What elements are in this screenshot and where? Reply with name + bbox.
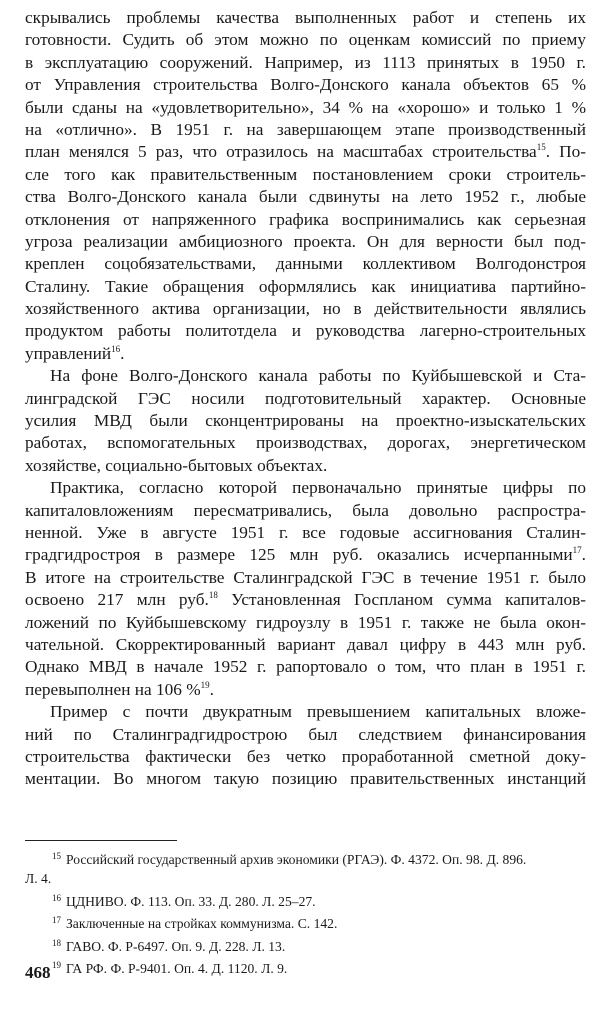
line-text: на «отлично». В 1951 г. на завершающем этапе производственный	[25, 119, 586, 139]
line-text: градгидростроя в размере 125 млн руб. оказались исчерпанными	[25, 545, 573, 565]
text-line	[25, 7, 586, 29]
line-text: от Управления строительства Волго-Донского канала объектов 65 %	[25, 75, 586, 95]
line-text: Сталину. Такие обращения оформлялись как инициатива партийно-	[25, 276, 586, 296]
text-line	[25, 365, 586, 387]
text-line	[25, 298, 586, 320]
text-line	[25, 701, 586, 723]
text-line	[25, 388, 586, 410]
line-text: скрывались проблемы качества выполненных работ и степень их	[25, 8, 586, 27]
text-line	[25, 186, 586, 208]
body-text	[25, 7, 586, 791]
text-line	[25, 455, 586, 477]
text-line	[25, 500, 586, 522]
line-text: Пример с почти двукратным превышением капитальных вложе-	[50, 702, 586, 722]
line-text: ства Волго-Донского канала были сдвинуты на лето 1952 г., любые	[25, 187, 586, 207]
text-line	[25, 141, 586, 163]
footnote	[25, 956, 586, 978]
line-text: ложений по Куйбышевскому гидроузлу в 1951 г. также не была окон-	[25, 612, 586, 632]
line-text: Однако МВД в начале 1952 г. рапортовало о том, что план в 1951 г.	[25, 657, 586, 677]
line-text: план менялся 5 раз, что отразилось на масштабах строительства	[25, 142, 537, 162]
text-line	[25, 768, 586, 790]
paragraph	[25, 477, 586, 701]
footnote-ref: 16	[111, 343, 121, 354]
text-line	[25, 164, 586, 186]
footnote-ref: 17	[572, 545, 582, 556]
footnote-number: 15	[52, 851, 61, 861]
line-text: отклонения от напряженного графика воспринимались как серьезная	[25, 209, 586, 229]
line-text: продуктом работы политотдела и руководства лагерно-строительных	[25, 321, 586, 341]
line-text: хозяйственного актива организации, но в действительности являлись	[25, 299, 586, 319]
footnotes	[25, 847, 586, 978]
line-text: сле того как правительственным постановлением сроки строитель-	[25, 164, 586, 184]
footnote-text-continued: Л. 4.	[25, 871, 52, 887]
text-line	[25, 119, 586, 141]
text-line	[25, 432, 586, 454]
line-text: Практика, согласно которой первоначально принятые цифры по	[50, 478, 586, 498]
text-line	[25, 253, 586, 275]
line-text: .	[581, 545, 586, 565]
footnote	[25, 847, 586, 869]
footnote	[25, 934, 586, 956]
line-text: работах, вспомогательных производствах, дорогах, энергетическом	[25, 433, 586, 453]
line-text: строительства фактически без четко проработанной сметной доку-	[25, 746, 586, 766]
footnote-divider	[25, 840, 177, 841]
text-line	[25, 97, 586, 119]
text-line	[25, 231, 586, 253]
text-line	[25, 52, 586, 74]
line-text: готовности. Судить об этом можно по оценкам комиссий по приему	[25, 30, 586, 50]
line-text: креплен соцобязательствами, данными коллективом Волгодонстроя	[25, 254, 586, 274]
footnote-text: ГА РФ. Ф. Р-9401. Оп. 4. Д. 1120. Л. 9.	[66, 961, 288, 977]
line-text: .	[120, 343, 125, 363]
line-text: чательной. Скорректированный вариант давал цифру в 443 млн руб.	[25, 634, 586, 654]
footnote-text: ЦДНИВО. Ф. 113. Оп. 33. Д. 280. Л. 25–27.	[66, 893, 316, 909]
line-text: линградской ГЭС носили подготовительный характер. Основные	[25, 388, 586, 408]
text-line	[25, 320, 586, 342]
line-text: ненной. Уже в августе 1951 г. все годовые ассигнования Сталин-	[25, 522, 586, 542]
text-line	[25, 724, 586, 746]
footnote-text: Российский государственный архив экономики (РГАЭ). Ф. 4372. Оп. 98. Д. 896.	[66, 852, 527, 867]
text-line	[25, 29, 586, 51]
footnote-text: Заключенные на стройках коммунизма. С. 142.	[66, 916, 338, 932]
footnote-number: 18	[52, 937, 61, 948]
text-line	[25, 410, 586, 432]
line-text: ментации. Во многом такую позицию правительственных инстанций	[25, 769, 586, 789]
text-line	[25, 612, 586, 634]
footnote	[25, 911, 586, 933]
paragraph	[25, 365, 586, 477]
text-line	[25, 746, 586, 768]
line-text: освоено 217 млн руб.	[25, 590, 209, 610]
text-line	[25, 589, 586, 611]
footnote-number: 17	[52, 915, 61, 926]
footnote-ref: 18	[208, 590, 218, 601]
footnote	[25, 889, 586, 911]
footnote-ref: 15	[536, 142, 546, 153]
text-line	[25, 74, 586, 96]
text-line	[25, 567, 586, 589]
line-text: На фоне Волго-Донского канала работы по Куйбышевской и Ста-	[50, 366, 586, 386]
paragraph	[25, 7, 586, 365]
page-number: 468	[25, 963, 51, 982]
text-line	[25, 634, 586, 656]
text-line	[25, 477, 586, 499]
text-line	[25, 276, 586, 298]
footnote-ref: 19	[200, 679, 210, 690]
line-text: капиталовложениям пересматривались, была довольно распростра-	[25, 500, 586, 520]
text-line	[25, 522, 586, 544]
line-text: были сданы на «удовлетворительно», 34 % на «хорошо» и только 1 %	[25, 97, 586, 117]
text-line	[25, 656, 586, 678]
line-text: .	[209, 679, 214, 699]
text-line	[25, 544, 586, 566]
text-line	[25, 343, 586, 365]
paragraph	[25, 701, 586, 791]
footnote-number: 19	[52, 960, 61, 971]
line-text: Установленная Госпланом сумма капиталов-	[217, 590, 587, 610]
line-text: хозяйстве, социально-бытовых объектах.	[25, 455, 328, 475]
line-text: ний по Сталинградгидрострою был следствием финансирования	[25, 724, 586, 744]
line-text: в эксплуатацию сооружений. Например, из 1113 принятых в 1950 г.	[25, 52, 586, 72]
text-line	[25, 679, 586, 701]
line-text: В итоге на строительстве Сталинградской ГЭС в течение 1951 г. было	[25, 567, 586, 587]
text-line	[25, 209, 586, 231]
line-text: . По-	[545, 142, 586, 162]
line-text: управлений	[25, 343, 112, 363]
line-text: угроза реализации амбициозного проекта. Он для верности был под-	[25, 231, 586, 251]
line-text: усилия МВД были сконцентрированы на проектно-изыскательских	[25, 411, 586, 431]
line-text: перевыполнен на 106 %	[25, 679, 201, 699]
footnote-number: 16	[52, 892, 61, 903]
footnote-text: ГАВО. Ф. Р-6497. Оп. 9. Д. 228. Л. 13.	[66, 938, 286, 954]
